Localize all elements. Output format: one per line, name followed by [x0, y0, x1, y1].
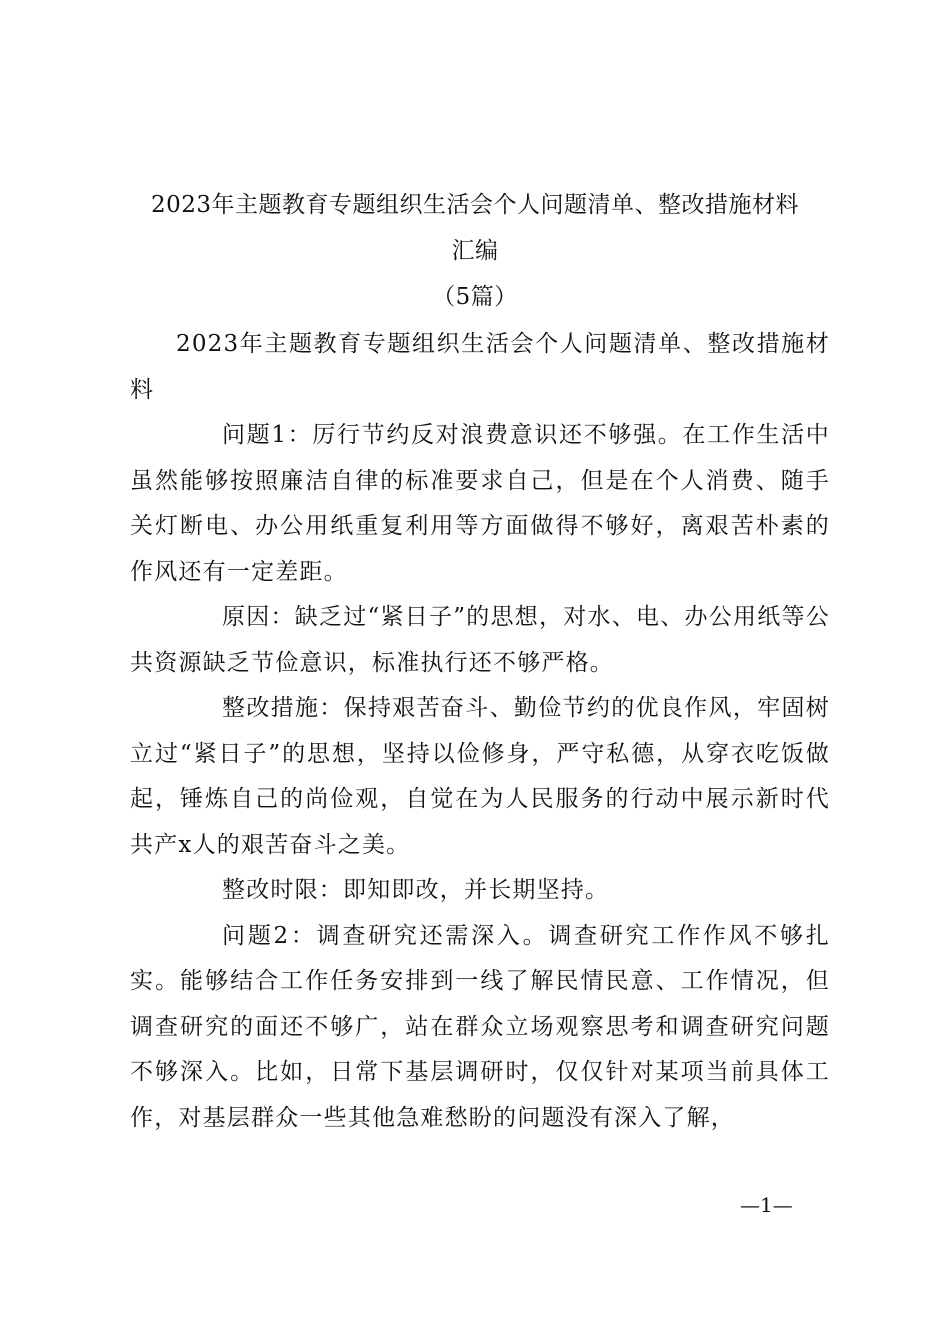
document-subtitle: 2023年主题教育专题组织生活会个人问题清单、整改措施材料 — [130, 331, 830, 403]
document-body — [130, 322, 830, 1141]
document-title-line-3: （5篇） — [432, 284, 518, 310]
document-title-line-1: 2023年主题教育专题组织生活会个人问题清单、整改措施材料 — [150, 192, 800, 218]
document-title-line-2: 汇编 — [451, 238, 499, 264]
paragraph-reason: 原因：缺乏过“紧日子”的思想，对水、电、办公用纸等公共资源缺乏节俭意识，标准执行还不够严格。 — [130, 604, 830, 676]
paragraph-rectification-deadline: 整改时限：即知即改，并长期坚持。 — [222, 877, 610, 903]
paragraph-problem-2: 问题2：调查研究还需深入。调查研究工作作风不够扎实。能够结合工作任务安排到一线了解民情民意、工作情况，但调查研究的面还不够广，站在群众立场观察思考和调查研究问题不够深入。比如，日常下基层调研时，仅仅针对某项当前具体工作，对基层群众一些其他急难愁盼的问题没有深入了解， — [130, 922, 830, 1131]
paragraph-rectification-measures: 整改措施：保持艰苦奋斗、勤俭节约的优良作风，牢固树立过“紧日子”的思想，坚持以俭修身，严守私德，从穿衣吃饭做起，锤炼自己的尚俭观，自觉在为人民服务的行动中展示新时代共产x人的艰苦奋斗之美。 — [130, 695, 830, 858]
page-number: —1— — [740, 1193, 793, 1217]
paragraph-problem-1: 问题1：厉行节约反对浪费意识还不够强。在工作生活中虽然能够按照廉洁自律的标准要求自己，但是在个人消费、随手关灯断电、办公用纸重复利用等方面做得不够好，离艰苦朴素的作风还有一定差距。 — [130, 422, 830, 585]
